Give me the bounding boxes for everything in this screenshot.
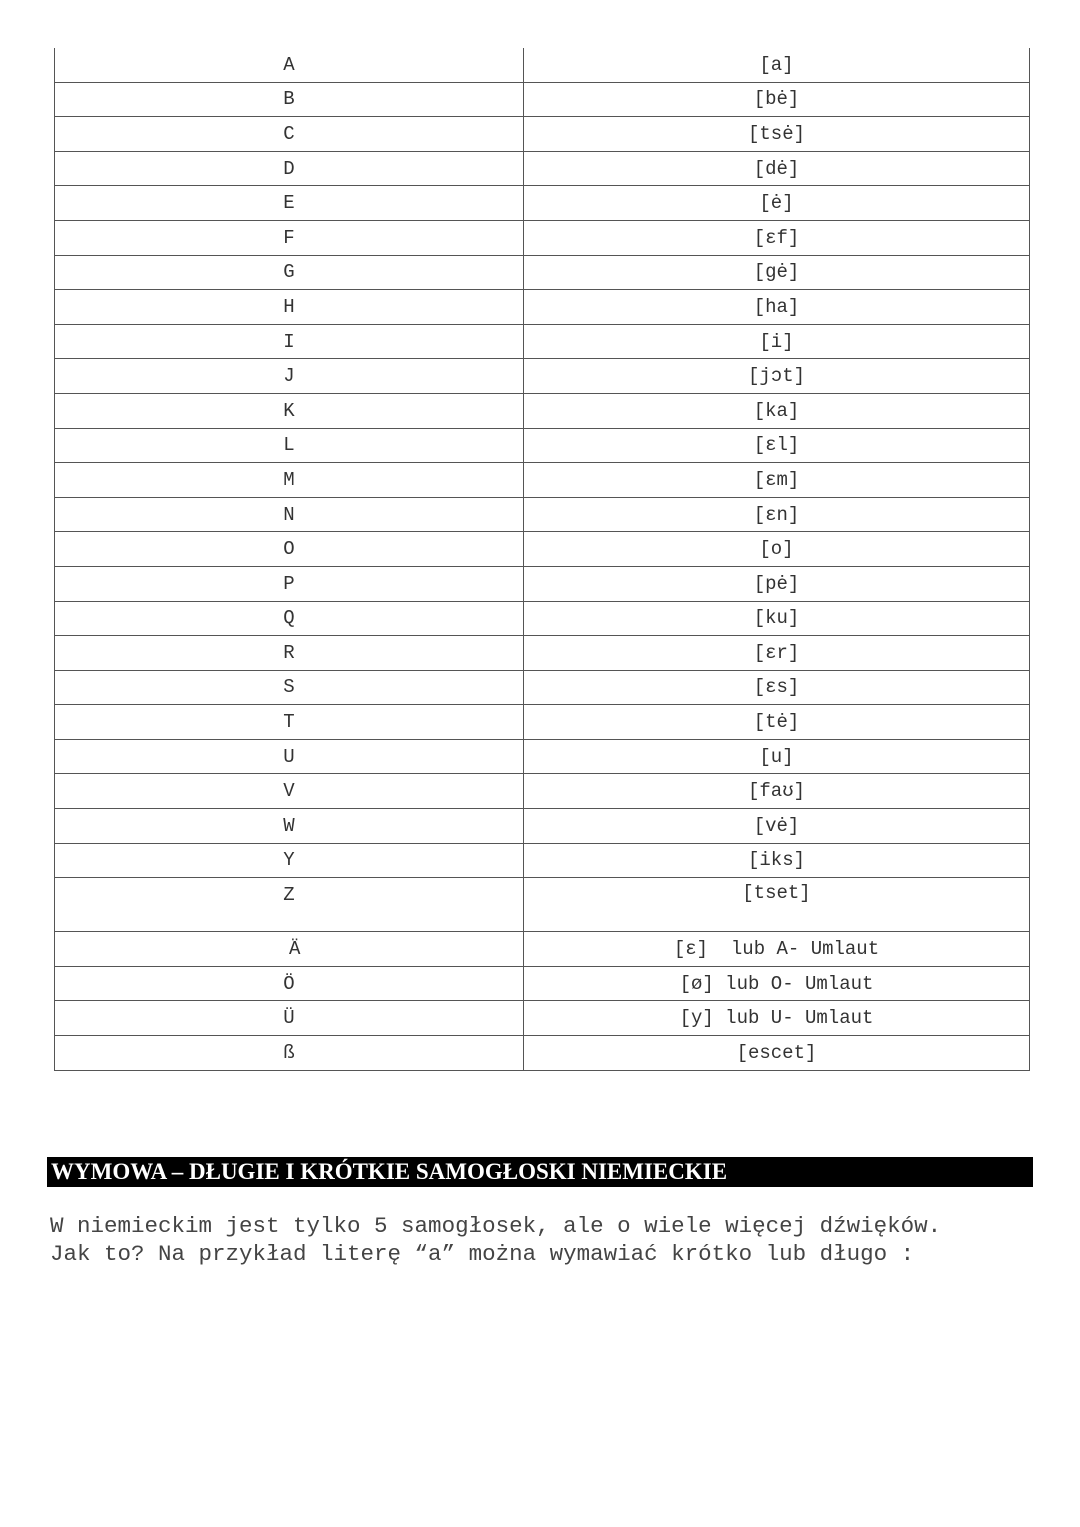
pronunciation-cell: [tė] [524,705,1030,740]
letter-cell: U [55,739,524,774]
intro-paragraph [50,1212,1060,1268]
pronunciation-cell: [i] [524,324,1030,359]
alphabet-table-body [55,48,1030,1070]
pronunciation-cell: [gė] [524,255,1030,290]
letter-cell: ß [55,1036,524,1071]
table-row [55,1001,1030,1036]
table-row [55,359,1030,394]
pronunciation-cell: [dė] [524,151,1030,186]
pronunciation-cell: [ɛl] [524,428,1030,463]
letter-cell: C [55,117,524,152]
table-row [55,932,1030,967]
pronunciation-cell: [o] [524,532,1030,567]
pronunciation-cell: [ɛn] [524,497,1030,532]
table-row [55,463,1030,498]
letter-cell: N [55,497,524,532]
table-row [55,636,1030,671]
table-row [55,774,1030,809]
pronunciation-cell: [ė] [524,186,1030,221]
table-row [55,117,1030,152]
pronunciation-cell: [ɛs] [524,670,1030,705]
pronunciation-cell: [ka] [524,393,1030,428]
letter-cell: Ä [55,932,524,967]
table-row [55,82,1030,117]
letter-cell: H [55,290,524,325]
letter-cell: A [55,48,524,82]
letter-cell: G [55,255,524,290]
table-row [55,966,1030,1001]
letter-cell: K [55,393,524,428]
pronunciation-cell: [ɛr] [524,636,1030,671]
letter-cell: O [55,532,524,567]
letter-cell: R [55,636,524,671]
letter-cell: L [55,428,524,463]
table-row [55,393,1030,428]
paragraph-line: W niemieckim jest tylko 5 samogłosek, ale o wiele więcej dźwięków. [50,1213,942,1239]
table-row [55,566,1030,601]
pronunciation-cell: [tsė] [524,117,1030,152]
table-row [55,255,1030,290]
table-row [55,497,1030,532]
table-row [55,809,1030,844]
letter-cell: Y [55,843,524,878]
letter-cell: E [55,186,524,221]
pronunciation-cell: [faʊ] [524,774,1030,809]
letter-cell: Z [55,878,524,932]
table-row [55,739,1030,774]
pronunciation-cell: [ɛf] [524,220,1030,255]
pronunciation-cell: [ku] [524,601,1030,636]
pronunciation-cell: [tset] [524,878,1030,932]
pronunciation-cell: [y] lub U- Umlaut [524,1001,1030,1036]
letter-cell: S [55,670,524,705]
pronunciation-cell: [escet] [524,1036,1030,1071]
letter-cell: J [55,359,524,394]
pronunciation-cell: [a] [524,48,1030,82]
alphabet-table [54,48,1030,1071]
pronunciation-cell: [ɛm] [524,463,1030,498]
letter-cell: B [55,82,524,117]
section-heading: WYMOWA – DŁUGIE I KRÓTKIE SAMOGŁOSKI NIEMIECKIE [47,1157,1033,1187]
letter-cell: D [55,151,524,186]
table-row [55,220,1030,255]
pronunciation-cell: [vė] [524,809,1030,844]
letter-cell: Q [55,601,524,636]
table-row [55,428,1030,463]
pronunciation-cell: [u] [524,739,1030,774]
paragraph-line: Jak to? Na przykład literę “a” można wymawiać krótko lub długo : [50,1241,915,1267]
pronunciation-cell: [ha] [524,290,1030,325]
pronunciation-cell: [ɛ] lub A- Umlaut [524,932,1030,967]
letter-cell: Ö [55,966,524,1001]
pronunciation-cell: [iks] [524,843,1030,878]
letter-cell: Ü [55,1001,524,1036]
table-row [55,1036,1030,1071]
table-row [55,186,1030,221]
pronunciation-cell: [ø] lub O- Umlaut [524,966,1030,1001]
letter-cell: M [55,463,524,498]
table-row [55,532,1030,567]
letter-cell: V [55,774,524,809]
table-row [55,48,1030,82]
letter-cell: I [55,324,524,359]
letter-cell: P [55,566,524,601]
table-row [55,324,1030,359]
table-row [55,878,1030,932]
table-row [55,705,1030,740]
pronunciation-cell: [bė] [524,82,1030,117]
pronunciation-cell: [pė] [524,566,1030,601]
table-row [55,670,1030,705]
letter-cell: T [55,705,524,740]
letter-cell: F [55,220,524,255]
table-row [55,601,1030,636]
table-row [55,843,1030,878]
pronunciation-cell: [jɔt] [524,359,1030,394]
table-row [55,290,1030,325]
letter-cell: W [55,809,524,844]
table-row [55,151,1030,186]
